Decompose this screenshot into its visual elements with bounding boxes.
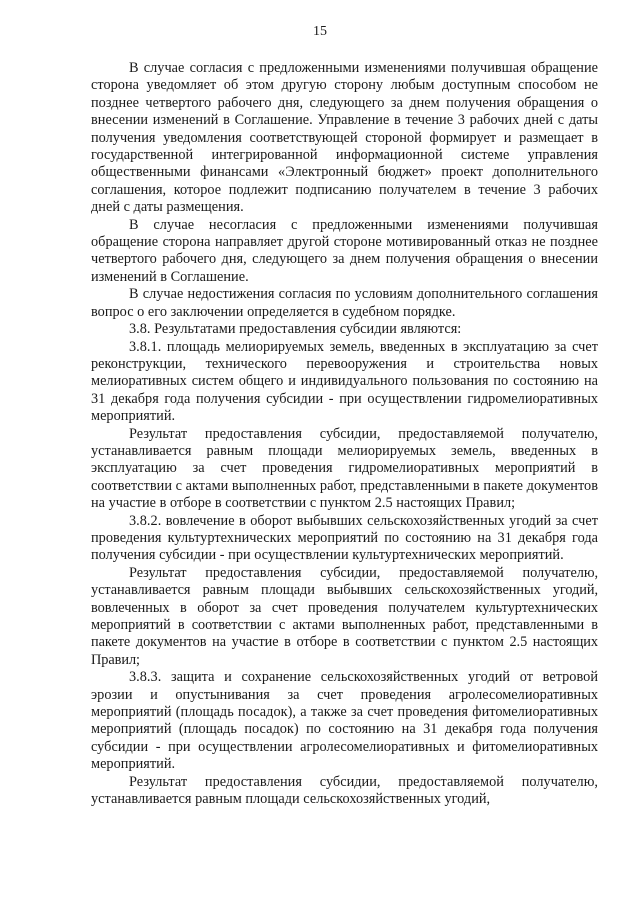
- paragraph-result-3-8-2: Результат предоставления субсидии, предоставляемой получателю, устанавливается равным площади выбывших сельскохозяйственных угодий, вовлеченных в оборот за счет проведения получателем культуртехнических мероприятий в соответствии с актами выполненных работ, представленными в пакете документов на участие в отборе в соответствии с пунктом 2.5 настоящих Правил;: [91, 564, 598, 668]
- paragraph-section-3-8-heading: 3.8. Результатами предоставления субсидии являются:: [129, 321, 462, 338]
- paragraph-item-3-8-1: 3.8.1. площадь мелиорируемых земель, введенных в эксплуатацию за счет реконструкции, технического перевооружения и строительства новых мелиоративных систем общего и индивидуального пользования по состоянию на 31 декабря года получения субсидии - при осуществлении гидромелиоративных мероприятий.: [91, 338, 598, 425]
- paragraph-agreement-refusal: В случае несогласия с предложенными изменениями получившая обращение сторона направляет другой стороне мотивированный отказ не позднее четвертого рабочего дня, следующего за днем получения обращения о внесении изменений в Соглашение.: [91, 216, 598, 285]
- paragraph-item-3-8-3: 3.8.3. защита и сохранение сельскохозяйственных угодий от ветровой эрозии и опустынивания за счет проведения агролесомелиоративных мероприятий (площадь посадок), а также за счет проведения фитомелиоративных мероприятий (площадь посадок) по состоянию на 31 декабря года получения субсидии - при осуществлении агролесомелиоративных и фитомелиоративных мероприятий.: [91, 669, 598, 773]
- paragraph-result-3-8-3: Результат предоставления субсидии, предоставляемой получателю, устанавливается равным площади сельскохозяйственных угодий,: [91, 773, 598, 808]
- paragraph-agreement-consent: В случае согласия с предложенными изменениями получившая обращение сторона уведомляет об этом другую сторону любым доступным способом не позднее четвертого рабочего дня, следующего за днем получения обращения о внесении изменений в Соглашение. Управление в течение 3 рабочих дней с даты получения уведомления соответствующей стороной формирует и размещает в государственной интегрированной информационной системе управления общественными финансами «Электронный бюджет» проект дополнительного соглашения, которое подлежит подписанию получателем в течение 3 рабочих дней с даты размещения.: [91, 60, 598, 216]
- paragraph-result-3-8-1: Результат предоставления субсидии, предоставляемой получателю, устанавливается равным площади мелиорируемых земель, введенных в эксплуатацию за счет проведения гидромелиоративных мероприятий в соответствии с актами выполненных работ, представленными в пакете документов на участие в отборе в соответствии с пунктом 2.5 настоящих Правил;: [91, 425, 598, 512]
- paragraph-item-3-8-2: 3.8.2. вовлечение в оборот выбывших сельскохозяйственных угодий за счет проведения культуртехнических мероприятий по состоянию на 31 декабря года получения субсидии - при осуществлении культуртехнических мероприятий.: [91, 512, 598, 564]
- document-body: [91, 60, 598, 808]
- page-number: 15: [313, 24, 327, 39]
- paragraph-court-resolution: В случае недостижения согласия по условиям дополнительного соглашения вопрос о его заключении определяется в судебном порядке.: [91, 286, 598, 320]
